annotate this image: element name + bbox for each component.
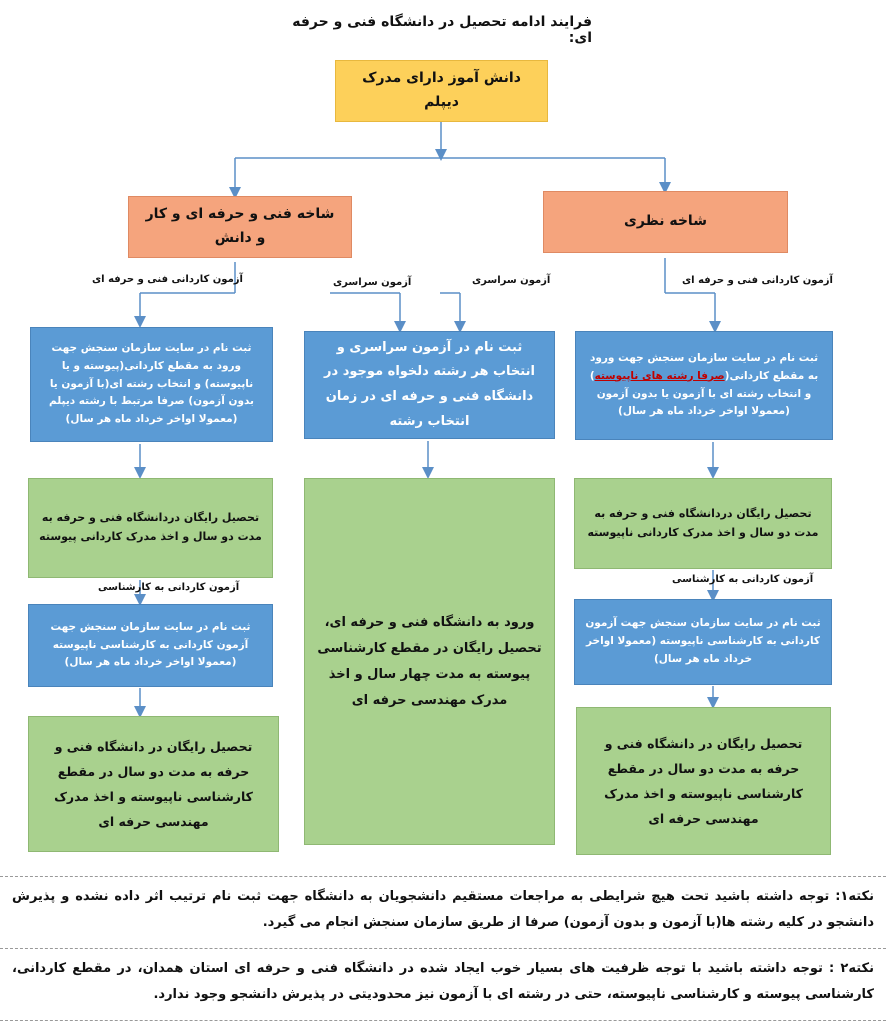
label-left-karshenasi: آزمون کاردانی به کارشناسی — [98, 582, 240, 593]
separator-bottom — [0, 1020, 886, 1021]
middle-study-box: ورود به دانشگاه فنی و حرفه ای، تحصیل رایگان در مقطع کارشناسی پیوسته به مدت چهار سال و اخذ مدرک مهندسی حرفه ای — [304, 478, 555, 845]
label-left-kardani: آزمون کاردانی فنی و حرفه ای — [92, 274, 243, 285]
left-registration-box: ثبت نام در سایت سازمان سنجش جهت ورود به مقطع کاردانی(پیوسته و یا ناپیوسته) و انتخاب رشته ای(با آزمون یا بدون آزمون) صرفا مرتبط با رشته دیپلم (معمولا اواخر خرداد ماه هر سال) — [30, 327, 273, 442]
right-registration-box — [575, 331, 833, 440]
root-node: دانش آموز دارای مدرک دیپلم — [335, 60, 548, 122]
right-study-box-1: تحصیل رایگان دردانشگاه فنی و حرفه به مدت دو سال و اخذ مدرک کاردانی ناپیوسته — [574, 478, 832, 569]
branch-technical: شاخه فنی و حرفه ای و کار و دانش — [128, 196, 352, 258]
label-left-sarasari: آزمون سراسری — [333, 277, 412, 288]
page-title: فرایند ادامه تحصیل در دانشگاه فنی و حرفه ای: — [292, 14, 592, 46]
left-study-box-1: تحصیل رایگان دردانشگاه فنی و حرفه به مدت دو سال و اخذ مدرک کاردانی پیوسته — [28, 478, 273, 578]
label-right-kardani: آزمون کاردانی فنی و حرفه ای — [682, 275, 833, 286]
left-study-box-2: تحصیل رایگان در دانشگاه فنی و حرفه به مدت دو سال در مقطع کارشناسی ناپیوسته و اخذ مدرک مهندسی حرفه ای — [28, 716, 279, 852]
separator-top — [0, 876, 886, 877]
label-right-karshenasi: آزمون کاردانی به کارشناسی — [672, 574, 814, 585]
left-registration-box-2: ثبت نام در سایت سازمان سنجش جهت آزمون کاردانی به کارشناسی ناپیوسته (معمولا اواخر خرداد ماه هر سال) — [28, 604, 273, 687]
middle-registration-box: ثبت نام در آزمون سراسری و انتخاب هر رشته دلخواه موجود در دانشگاه فنی و حرفه ای در زمان انتخاب رشته — [304, 331, 555, 439]
right-registration-text: ثبت نام در سایت سازمان سنجش جهت ورود به مقطع کاردانی(صرفا رشته های ناپیوسته) و انتخاب رشته ای با آزمون یا بدون آزمون (معمولا اواخر خرداد ماه هر سال) — [589, 351, 819, 418]
note-2: نکته۲ : توجه داشته باشید با توجه ظرفیت های بسیار خوب ایجاد شده در دانشگاه فنی و حرفه ای استان همدان، در مقطع کاردانی، کارشناسی پیوسته و کارشناسی ناپیوسته، حتی در رشته ای با آزمون نیز محدودیتی در پذیرش دانشجو وجود ندارد. — [12, 961, 874, 1002]
note-1: نکته۱: توجه داشته باشید تحت هیچ شرایطی به مراجعات مستقیم دانشجویان به دانشگاه جهت ثبت نام ترتیب اثر داده نشده و پذیرش دانشجو در کلیه رشته ها(با آزمون و بدون آزمون) صرفا از طریق سازمان سنجش انجام می گیرد. — [12, 889, 874, 930]
branch-theoretical: شاخه نظری — [543, 191, 788, 253]
highlight-discontinuous: صرفا رشته های ناپیوسته — [594, 369, 725, 382]
label-right-sarasari: آزمون سراسری — [472, 275, 551, 286]
separator-middle — [0, 948, 886, 949]
right-registration-box-2: ثبت نام در سایت سازمان سنجش جهت آزمون کاردانی به کارشناسی ناپیوسته (معمولا اواخر خرداد ماه هر سال) — [574, 599, 832, 685]
right-study-box-2: تحصیل رایگان در دانشگاه فنی و حرفه به مدت دو سال در مقطع کارشناسی ناپیوسته و اخذ مدرک مهندسی حرفه ای — [576, 707, 831, 855]
